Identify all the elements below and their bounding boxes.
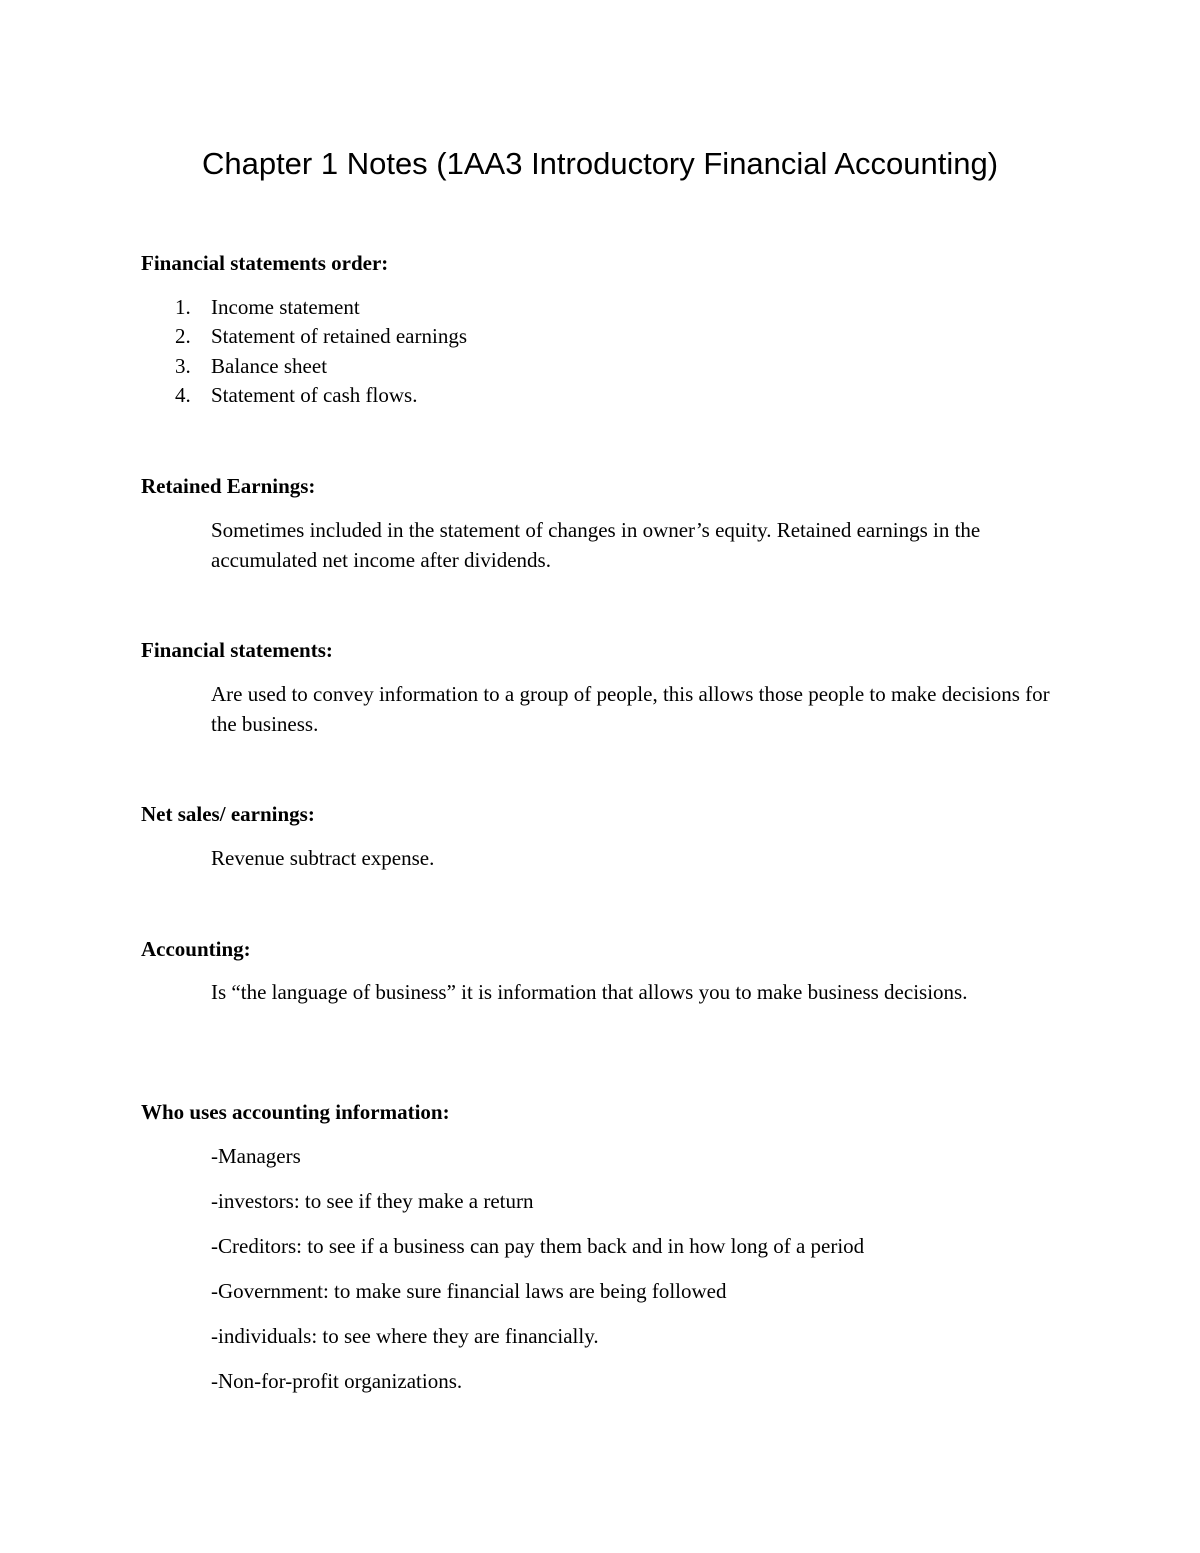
list-item-text: Statement of retained earnings xyxy=(211,324,467,349)
list-number: 2. xyxy=(175,324,191,349)
list-item: -Managers xyxy=(211,1144,301,1168)
list-item: -investors: to see if they make a return xyxy=(211,1189,534,1213)
heading-financial-statements: Financial statements: xyxy=(141,638,333,662)
list-number: 3. xyxy=(175,353,191,378)
net-sales-text: Revenue subtract expense. xyxy=(211,846,435,870)
heading-retained-earnings: Retained Earnings: xyxy=(141,474,316,498)
list-item: -Non-for-profit organizations. xyxy=(211,1369,463,1393)
list-item: -Government: to make sure financial laws are being followed xyxy=(211,1279,727,1303)
list-number: 4. xyxy=(175,382,191,407)
heading-statements-order: Financial statements order: xyxy=(141,251,389,275)
list-item: -Creditors: to see if a business can pay them back and in how long of a period xyxy=(211,1234,865,1258)
heading-accounting-users: Who uses accounting information: xyxy=(141,1100,450,1124)
financial-statements-text: Are used to convey information to a group of people, this allows those people to make decisions for the business. xyxy=(211,682,1050,736)
list-item xyxy=(141,322,467,351)
list-item xyxy=(141,293,467,322)
list-item xyxy=(141,352,467,381)
list-item-text: Income statement xyxy=(211,295,360,319)
heading-net-sales: Net sales/ earnings: xyxy=(141,802,315,826)
heading-accounting: Accounting: xyxy=(141,937,251,961)
list-number: 1. xyxy=(175,295,191,319)
list-item: -individuals: to see where they are financially. xyxy=(211,1324,599,1348)
accounting-users-list xyxy=(211,1141,864,1411)
list-item-text: Statement of cash flows. xyxy=(211,382,418,407)
retained-earnings-text: Sometimes included in the statement of changes in owner’s equity. Retained earnings in the accumulated net income after dividends. xyxy=(211,518,981,572)
list-item-text: Balance sheet xyxy=(211,353,328,378)
list-item xyxy=(141,381,467,410)
page-title: Chapter 1 Notes (1AA3 Introductory Financial Accounting) xyxy=(201,146,999,181)
statements-order-list xyxy=(141,293,467,410)
accounting-text: Is “the language of business” it is information that allows you to make business decisions. xyxy=(211,980,968,1004)
